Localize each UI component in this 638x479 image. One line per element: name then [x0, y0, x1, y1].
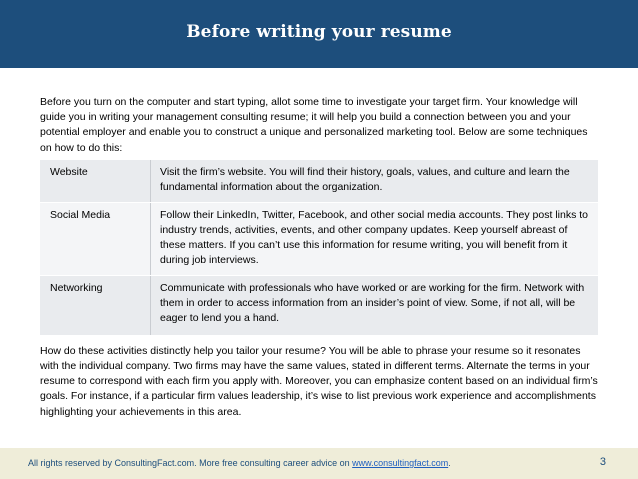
slide-footer	[0, 448, 638, 479]
footer-text: All rights reserved by ConsultingFact.com. More free consulting career advice on	[28, 458, 353, 468]
technique-description: Communicate with professionals who have worked or are working for the firm. Network with them in order to access information from an insider’s point of view. Some, if not all, will be eager to lend you a hand.	[151, 275, 599, 335]
closing-paragraph: How do these activities distinctly help you tailor your resume? You will be able to phrase your resume so it resonates with the individual company. Two firms may have the same values, stated in different terms. Alternate the terms in your resume to correspond with each firm you apply with. Moreover, you can emphasize content based on an individual firm’s goals. For instance, if a particular firm values leadership, it’s wise to list previous work experience and accomplishments highlighting your achievements in this area.	[40, 344, 598, 418]
techniques-table	[40, 160, 598, 336]
technique-name: Website	[40, 160, 151, 203]
technique-name: Networking	[40, 275, 151, 335]
technique-description: Visit the firm’s website. You will find their history, goals, values, and culture and learn the fundamental information about the organization.	[151, 160, 599, 203]
table-row	[40, 275, 598, 335]
slide-content	[40, 95, 602, 420]
footer-link[interactable]: www.consultingfact.com	[352, 458, 449, 468]
technique-name: Social Media	[40, 202, 151, 275]
page-number: 3	[599, 456, 606, 468]
footer-suffix: .	[448, 458, 451, 468]
footer-copyright	[28, 458, 451, 468]
slide-title: Before writing your resume	[186, 22, 452, 42]
table-row	[40, 160, 598, 203]
slide-header	[0, 0, 638, 68]
table-row	[40, 202, 598, 275]
intro-paragraph: Before you turn on the computer and start typing, allot some time to investigate your target firm. Your knowledge will guide you in writing your management consulting resume; it will help you build a connection between you and your potential employer and enable you to construct a unique and personalized marketing tool. Below are some techniques on how to do this:	[40, 96, 588, 154]
technique-description: Follow their LinkedIn, Twitter, Facebook, and other social media accounts. They post links to industry trends, activities, events, and other company updates. Keep yourself abreast of these matters. If you can’t use this information for resume writing, you will benefit from it during job interviews.	[151, 202, 599, 275]
